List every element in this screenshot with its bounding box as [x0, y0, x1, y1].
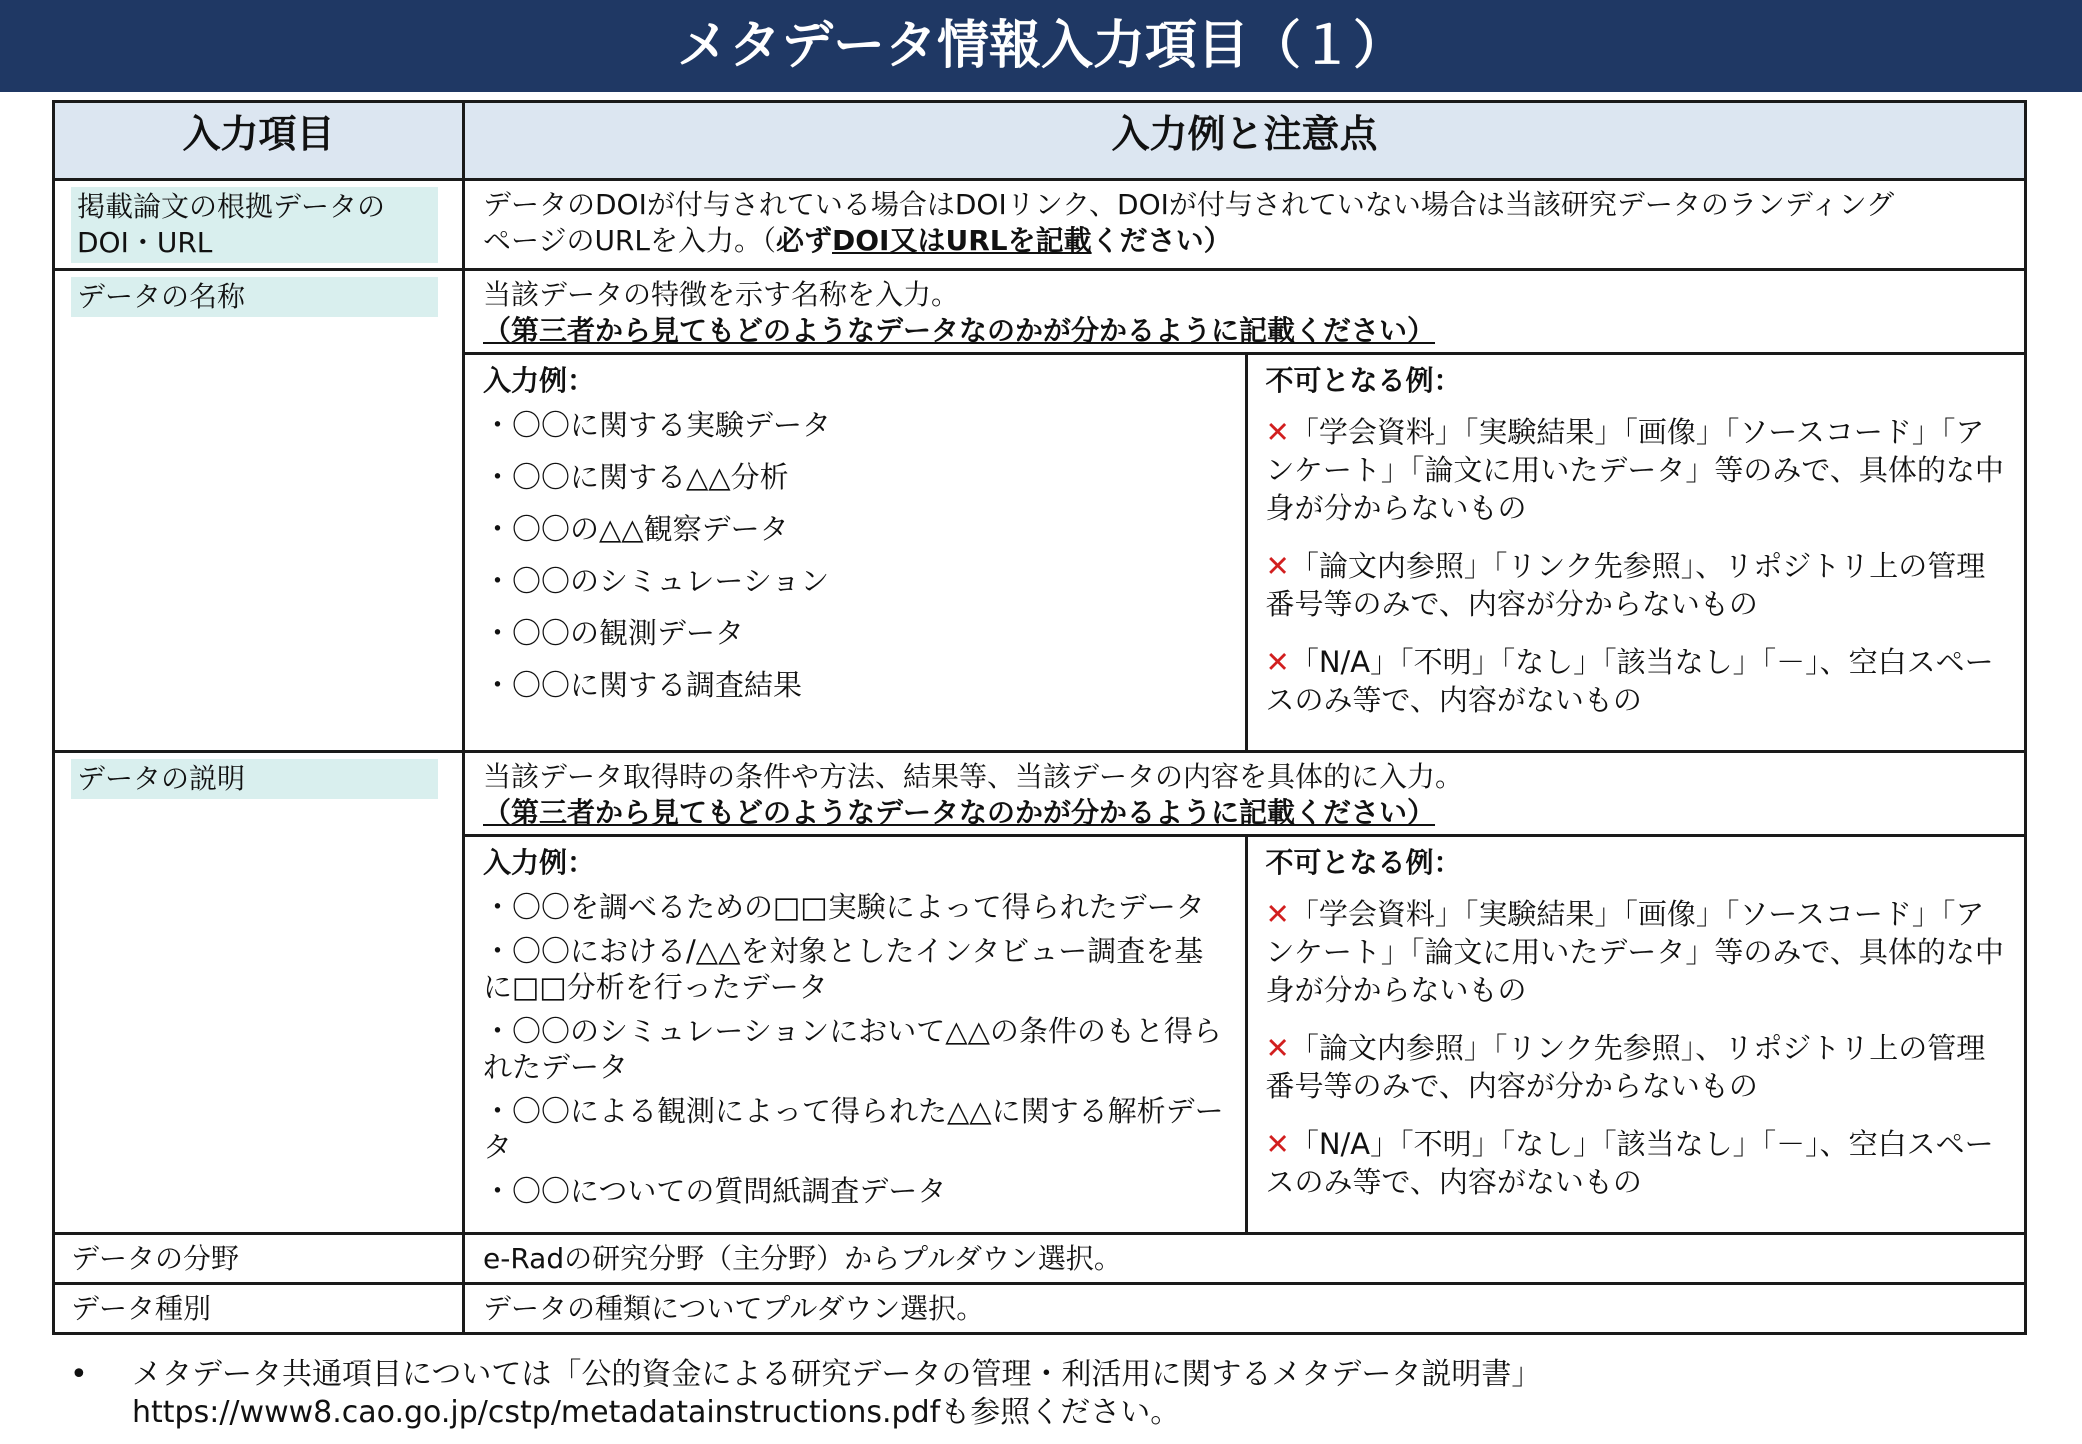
bullet-icon: • [70, 1357, 88, 1392]
row-doi-label [71, 187, 438, 263]
list-item [1266, 547, 2012, 623]
row-doi-content-cell [464, 180, 2026, 270]
row-doi-text-line2-post: ください） [1091, 224, 1232, 257]
footnote-text [132, 1356, 1541, 1432]
list-item: ・〇〇を調べるための□□実験によって得られたデータ [483, 890, 1205, 924]
row-doi-text-underline: DOI又はURLを記載 [832, 224, 1092, 257]
footnote-link[interactable]: https://www8.cao.go.jp/cstp/metadatainstructions.pdfも参照ください。 [132, 1395, 1181, 1430]
row-name-examples-title: 入力例： [483, 364, 596, 397]
row-description-label-cell [54, 752, 464, 1234]
row-description [54, 752, 2026, 1234]
row-doi-text-line1: データのDOIが付与されている場合はDOIリンク、DOIが付与されていない場合は当該研究データのランディング [483, 188, 1895, 221]
row-name-bad-title: 不可となる例： [1265, 364, 1462, 397]
row-type [54, 1284, 2026, 1334]
row-name [54, 270, 2026, 752]
list-item: ・〇〇に関する実験データ [483, 408, 832, 442]
cross-icon: ✕ [1265, 645, 1290, 679]
row-name-note: （第三者から見てもどのようなデータなのかが分かるように記載ください） [483, 314, 1436, 347]
row-doi-label-cell [54, 180, 464, 270]
row-description-bad-examples [1246, 837, 2027, 1232]
row-description-examples-title: 入力例： [483, 846, 596, 879]
header-examples-notes: 入力例と注意点 [464, 102, 2026, 180]
row-field-label: データの分野 [71, 1242, 240, 1275]
row-field [54, 1234, 2026, 1284]
cross-icon: ✕ [1265, 897, 1290, 931]
page-title: メタデータ情報入力項目（１） [0, 0, 2082, 92]
bad-item-text: 「N/A」「不明」「なし」「該当なし」「－」、空白スペースのみ等で、内容がないもの [1265, 645, 1994, 717]
list-item [1266, 643, 2012, 719]
header-input-item: 入力項目 [54, 102, 464, 180]
list-item: ・〇〇のシミュレーションにおいて△△の条件のもと得られたデータ [483, 1014, 1222, 1084]
row-doi-content [465, 181, 2024, 263]
cross-icon: ✕ [1265, 1127, 1290, 1161]
cross-icon: ✕ [1265, 549, 1290, 583]
list-item [1266, 895, 2012, 1009]
row-doi [54, 180, 2026, 270]
row-doi-label-line2: DOI・URL [77, 226, 213, 259]
list-item: ・〇〇による観測によって得られた△△に関する解析データ [483, 1094, 1224, 1164]
bad-item-text: 「論文内参照」「リンク先参照」、リポジトリ上の管理番号等のみで、内容が分からないもの [1265, 549, 1986, 621]
row-name-label: データの名称 [71, 277, 438, 317]
row-name-content-cell [464, 270, 2026, 752]
list-item [1266, 1125, 2012, 1201]
list-item: ・〇〇に関する調査結果 [483, 668, 803, 702]
row-type-content-cell [464, 1284, 2026, 1334]
row-name-content [465, 271, 2024, 355]
bad-item-text: 「学会資料」「実験結果」「画像」「ソースコード」「アンケート」「論文に用いたデータ」等のみで、具体的な中身が分からないもの [1265, 897, 2004, 1007]
row-description-bad-title: 不可となる例： [1265, 846, 1462, 879]
row-name-text: 当該データの特徴を示す名称を入力。 [483, 278, 960, 311]
row-field-content-cell [464, 1234, 2026, 1284]
row-description-examples [465, 837, 1246, 1232]
row-description-example-table [465, 837, 2027, 1232]
cross-icon: ✕ [1265, 415, 1290, 449]
list-item [1266, 413, 2012, 527]
metadata-table [52, 100, 2027, 1335]
row-name-examples [465, 355, 1246, 750]
row-type-label: データ種別 [71, 1292, 212, 1325]
row-description-note: （第三者から見てもどのようなデータなのかが分かるように記載ください） [483, 796, 1436, 829]
row-description-label: データの説明 [71, 759, 438, 799]
table-header-row [54, 102, 2026, 180]
list-item: ・〇〇についての質問紙調査データ [483, 1174, 947, 1208]
footnote [70, 1356, 1541, 1432]
row-doi-text-line2-pre: ページのURLを入力。（ [483, 224, 776, 257]
footnote-line1: メタデータ共通項目については「公的資金による研究データの管理・利活用に関するメタデータ説明書」 [132, 1357, 1542, 1392]
list-item: ・〇〇のシミュレーション [483, 564, 830, 598]
row-doi-label-line1: 掲載論文の根拠データの [77, 190, 386, 223]
row-name-bad-examples [1246, 355, 2027, 750]
bad-item-text: 「学会資料」「実験結果」「画像」「ソースコード」「アンケート」「論文に用いたデータ」等のみで、具体的な中身が分からないもの [1265, 415, 2004, 525]
list-item: ・〇〇の観測データ [483, 616, 745, 650]
list-item: ・〇〇に関する△△分析 [483, 460, 789, 494]
cross-icon: ✕ [1265, 1031, 1290, 1065]
row-type-label-cell [54, 1284, 464, 1334]
row-doi-text-bold: 必ず [776, 224, 833, 257]
list-item: ・〇〇における/△△を対象としたインタビュー調査を基に□□分析を行ったデータ [483, 934, 1204, 1004]
list-item [1266, 1029, 2012, 1105]
row-description-content [465, 753, 2024, 837]
list-item: ・〇〇の△△観察データ [483, 512, 789, 546]
bad-item-text: 「N/A」「不明」「なし」「該当なし」「－」、空白スペースのみ等で、内容がないもの [1265, 1127, 1994, 1199]
row-name-example-table [465, 355, 2027, 750]
row-field-label-cell [54, 1234, 464, 1284]
row-type-text: データの種類についてプルダウン選択。 [483, 1292, 985, 1325]
row-description-content-cell [464, 752, 2026, 1234]
row-name-label-cell [54, 270, 464, 752]
row-field-text: e-Radの研究分野（主分野）からプルダウン選択。 [483, 1242, 1122, 1275]
bad-item-text: 「論文内参照」「リンク先参照」、リポジトリ上の管理番号等のみで、内容が分からないもの [1265, 1031, 1986, 1103]
row-description-text: 当該データ取得時の条件や方法、結果等、当該データの内容を具体的に入力。 [483, 760, 1464, 793]
